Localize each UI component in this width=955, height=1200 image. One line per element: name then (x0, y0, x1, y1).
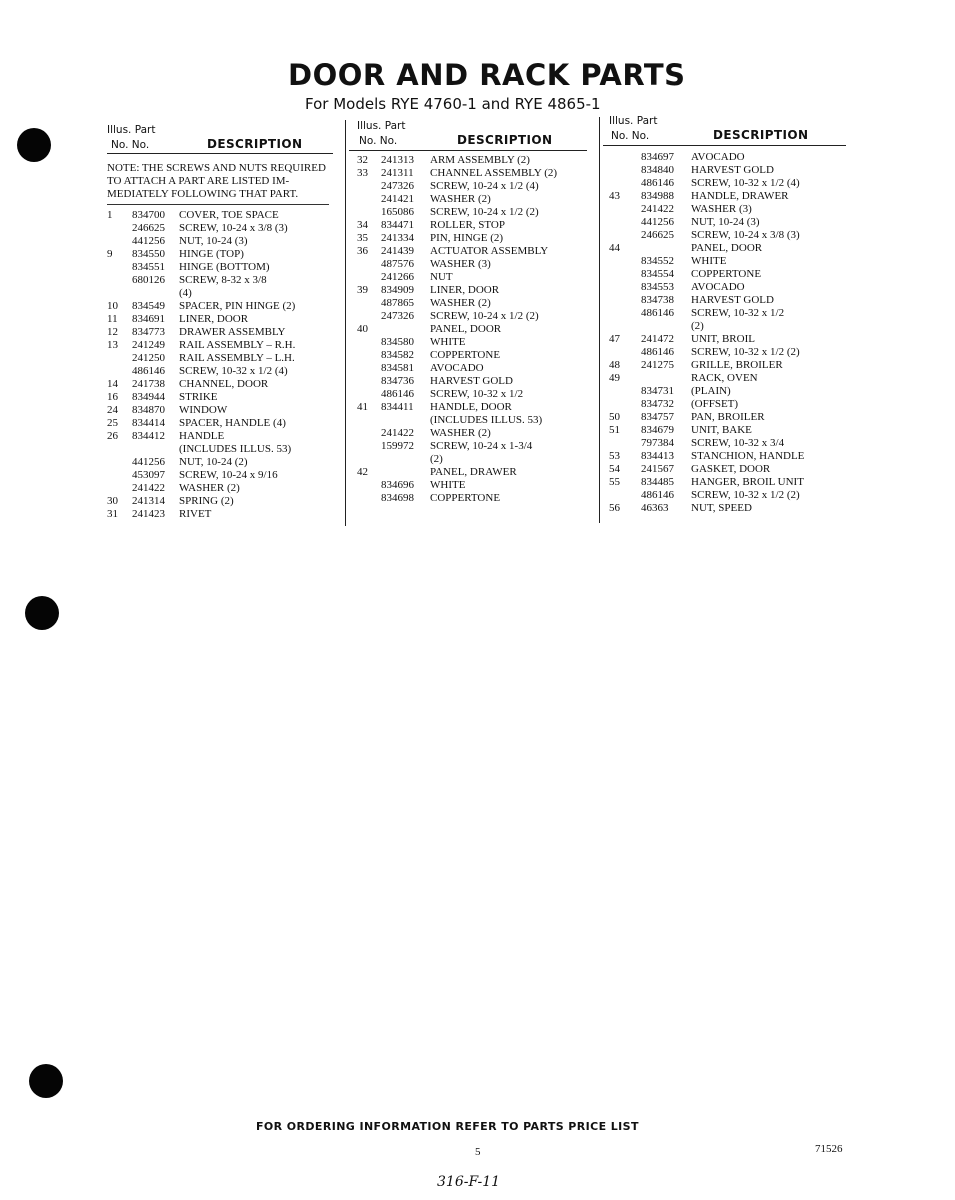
part-description: SCREW, 10-32 x 1/2 (4) (691, 177, 800, 189)
part-number: 486146 (132, 365, 165, 377)
part-description: HINGE (BOTTOM) (179, 261, 270, 273)
header-description: DESCRIPTION (207, 137, 303, 151)
part-description: (INCLUDES ILLUS. 53) (430, 414, 543, 426)
part-description: SCREW, 10-32 x 3/4 (691, 437, 785, 449)
part-number: 834552 (641, 255, 674, 267)
parts-column-3 (609, 115, 849, 525)
part-number: 241567 (641, 463, 674, 475)
part-description: AVOCADO (430, 362, 484, 374)
part-description: PIN, HINGE (2) (430, 232, 504, 244)
part-description: RIVET (179, 508, 212, 520)
part-description: SCREW, 10-32 x 1/2 (691, 307, 785, 319)
part-number: 246625 (641, 229, 674, 241)
illus-number: 44 (609, 242, 620, 254)
illus-number: 34 (357, 219, 368, 231)
part-description: WHITE (691, 255, 727, 267)
header-illus-part: Illus. Part (609, 115, 658, 127)
header-no-no: No. No. (111, 139, 150, 151)
part-number: 834582 (381, 349, 414, 361)
part-description: NUT, 10-24 (2) (179, 456, 248, 468)
part-description: WASHER (3) (430, 258, 491, 270)
part-description: AVOCADO (691, 281, 745, 293)
part-number: 834738 (641, 294, 674, 306)
punch-hole-bottom (29, 1064, 63, 1098)
part-number: 834732 (641, 398, 674, 410)
part-number: 441256 (132, 456, 165, 468)
part-description: (2) (691, 320, 704, 332)
part-description: WASHER (2) (430, 427, 491, 439)
illus-number: 30 (107, 495, 118, 507)
header-illus-part: Illus. Part (107, 124, 156, 136)
part-description: (4) (179, 287, 192, 299)
part-description: WHITE (430, 336, 466, 348)
part-description: COVER, TOE SPACE (179, 209, 279, 221)
illus-number: 25 (107, 417, 118, 429)
part-number: 834471 (381, 219, 414, 231)
part-description: PANEL, DRAWER (430, 466, 517, 478)
header-description: DESCRIPTION (713, 128, 809, 142)
part-description: CHANNEL, DOOR (179, 378, 269, 390)
illus-number: 48 (609, 359, 620, 371)
illus-number: 35 (357, 232, 368, 244)
illus-number: 10 (107, 300, 118, 312)
illus-number: 11 (107, 313, 118, 325)
illus-number: 51 (609, 424, 620, 436)
part-number: 834736 (381, 375, 414, 387)
part-number: 241275 (641, 359, 674, 371)
part-number: 241738 (132, 378, 165, 390)
part-number: 834485 (641, 476, 674, 488)
part-description: (OFFSET) (691, 398, 739, 410)
part-description: WASHER (2) (430, 297, 491, 309)
part-description: STANCHION, HANDLE (691, 450, 805, 462)
part-description: HANDLE (179, 430, 225, 442)
part-description: WASHER (2) (179, 482, 240, 494)
header-rule (107, 153, 333, 154)
illus-number: 50 (609, 411, 620, 423)
parts-column-2 (357, 120, 593, 520)
illus-number: 43 (609, 190, 620, 202)
part-number: 486146 (641, 489, 674, 501)
part-description: STRIKE (179, 391, 218, 403)
part-description: NUT, 10-24 (3) (179, 235, 248, 247)
part-description: WASHER (2) (430, 193, 491, 205)
part-number: 486146 (641, 177, 674, 189)
part-number: 441256 (132, 235, 165, 247)
part-number: 834909 (381, 284, 414, 296)
punch-hole-middle (25, 596, 59, 630)
illus-number: 55 (609, 476, 620, 488)
part-description: SCREW, 10-32 x 1/2 (4) (179, 365, 288, 377)
note-rule (107, 204, 329, 205)
part-description: UNIT, BAKE (691, 424, 752, 436)
part-number: 241439 (381, 245, 414, 257)
illus-number: 31 (107, 508, 118, 520)
part-description: (2) (430, 453, 443, 465)
part-description: COPPERTONE (430, 349, 501, 361)
part-description: RACK, OVEN (691, 372, 758, 384)
part-description: HARVEST GOLD (691, 294, 774, 306)
ordering-info-footer: FOR ORDERING INFORMATION REFER TO PARTS PRICE LIST (256, 1120, 639, 1133)
part-number: 834696 (381, 479, 414, 491)
part-number: 241422 (132, 482, 165, 494)
part-description: HARVEST GOLD (691, 164, 774, 176)
part-number: 441256 (641, 216, 674, 228)
part-description: LINER, DOOR (179, 313, 249, 325)
screws-note: NOTE: THE SCREWS AND NUTS REQUIRED TO ATTACH A PART ARE LISTED IM-MEDIATELY FOLLOWING THAT PART. (107, 162, 326, 200)
illus-number: 41 (357, 401, 368, 413)
header-illus-part: Illus. Part (357, 120, 406, 132)
part-number: 241472 (641, 333, 674, 345)
part-description: WINDOW (179, 404, 228, 416)
part-number: 834549 (132, 300, 165, 312)
part-number: 247326 (381, 180, 414, 192)
part-number: 159972 (381, 440, 414, 452)
part-number: 834988 (641, 190, 674, 202)
part-number: 486146 (641, 307, 674, 319)
part-number: 487865 (381, 297, 414, 309)
part-description: PANEL, DOOR (691, 242, 763, 254)
part-description: HANDLE, DRAWER (691, 190, 789, 202)
part-description: SCREW, 10-24 x 1/2 (2) (430, 310, 539, 322)
part-number: 46363 (641, 502, 669, 514)
part-description: PAN, BROILER (691, 411, 765, 423)
part-description: SCREW, 10-24 x 3/8 (3) (691, 229, 800, 241)
part-description: LINER, DOOR (430, 284, 500, 296)
header-rule (349, 150, 587, 151)
column-divider-2 (599, 117, 600, 523)
part-description: NUT (430, 271, 453, 283)
part-description: SCREW, 8-32 x 3/8 (179, 274, 267, 286)
part-number: 834700 (132, 209, 165, 221)
part-description: WASHER (3) (691, 203, 752, 215)
illus-number: 36 (357, 245, 368, 257)
part-description: SCREW, 10-24 x 9/16 (179, 469, 278, 481)
part-description: NUT, SPEED (691, 502, 752, 514)
part-number: 834944 (132, 391, 165, 403)
part-number: 834551 (132, 261, 165, 273)
part-description: HARVEST GOLD (430, 375, 513, 387)
page-number: 5 (475, 1146, 481, 1158)
part-number: 834580 (381, 336, 414, 348)
part-number: 241422 (641, 203, 674, 215)
part-number: 834697 (641, 151, 674, 163)
illus-number: 54 (609, 463, 620, 475)
illus-number: 1 (107, 209, 113, 221)
illus-number: 26 (107, 430, 118, 442)
part-number: 834757 (641, 411, 674, 423)
part-number: 834411 (381, 401, 414, 413)
part-number: 834550 (132, 248, 165, 260)
part-number: 834698 (381, 492, 414, 504)
document-number: 71526 (815, 1143, 843, 1155)
part-description: (INCLUDES ILLUS. 53) (179, 443, 292, 455)
illus-number: 39 (357, 284, 368, 296)
part-number: 241250 (132, 352, 165, 364)
part-description: HANGER, BROIL UNIT (691, 476, 804, 488)
part-number: 834554 (641, 268, 674, 280)
part-description: DRAWER ASSEMBLY (179, 326, 286, 338)
part-description: SCREW, 10-32 x 1/2 (2) (691, 489, 800, 501)
part-number: 834413 (641, 450, 674, 462)
part-description: SCREW, 10-24 x 1/2 (4) (430, 180, 539, 192)
illus-number: 49 (609, 372, 620, 384)
part-description: HINGE (TOP) (179, 248, 244, 260)
header-no-no: No. No. (359, 135, 398, 147)
part-description: SCREW, 10-24 x 1/2 (2) (430, 206, 539, 218)
part-number: 487576 (381, 258, 414, 270)
part-number: 834414 (132, 417, 165, 429)
part-description: RAIL ASSEMBLY – R.H. (179, 339, 296, 351)
illus-number: 24 (107, 404, 118, 416)
illus-number: 53 (609, 450, 620, 462)
part-number: 834412 (132, 430, 165, 442)
part-number: 797384 (641, 437, 674, 449)
illus-number: 16 (107, 391, 118, 403)
part-number: 680126 (132, 274, 165, 286)
part-description: PANEL, DOOR (430, 323, 502, 335)
parts-column-1 (107, 124, 339, 534)
part-number: 247326 (381, 310, 414, 322)
part-description: AVOCADO (691, 151, 745, 163)
part-description: ACTUATOR ASSEMBLY (430, 245, 549, 257)
page-title: DOOR AND RACK PARTS (288, 58, 686, 92)
illus-number: 9 (107, 248, 113, 260)
illus-number: 13 (107, 339, 118, 351)
part-number: 241314 (132, 495, 165, 507)
part-description: SPACER, HANDLE (4) (179, 417, 286, 429)
part-description: RAIL ASSEMBLY – L.H. (179, 352, 295, 364)
part-description: (PLAIN) (691, 385, 731, 397)
part-number: 241249 (132, 339, 165, 351)
illus-number: 42 (357, 466, 368, 478)
part-number: 834553 (641, 281, 674, 293)
part-description: SCREW, 10-24 x 3/8 (3) (179, 222, 288, 234)
part-number: 834581 (381, 362, 414, 374)
part-description: SCREW, 10-32 x 1/2 (430, 388, 524, 400)
part-description: WHITE (430, 479, 466, 491)
part-description: COPPERTONE (691, 268, 762, 280)
part-description: SPACER, PIN HINGE (2) (179, 300, 296, 312)
part-description: UNIT, BROIL (691, 333, 755, 345)
part-number: 834773 (132, 326, 165, 338)
header-rule (603, 145, 846, 146)
part-number: 241421 (381, 193, 414, 205)
part-number: 165086 (381, 206, 414, 218)
illus-number: 33 (357, 167, 368, 179)
part-number: 486146 (381, 388, 414, 400)
part-description: COPPERTONE (430, 492, 501, 504)
part-description: CHANNEL ASSEMBLY (2) (430, 167, 558, 179)
illus-number: 56 (609, 502, 620, 514)
column-divider-1 (345, 120, 346, 526)
part-description: SCREW, 10-32 x 1/2 (2) (691, 346, 800, 358)
part-number: 834840 (641, 164, 674, 176)
part-number: 241313 (381, 154, 414, 166)
illus-number: 14 (107, 378, 118, 390)
header-no-no: No. No. (611, 130, 650, 142)
illus-number: 12 (107, 326, 118, 338)
part-description: HANDLE, DOOR (430, 401, 512, 413)
header-description: DESCRIPTION (457, 133, 553, 147)
page-subtitle: For Models RYE 4760-1 and RYE 4865-1 (305, 95, 601, 113)
part-number: 453097 (132, 469, 165, 481)
part-description: GRILLE, BROILER (691, 359, 783, 371)
part-number: 834731 (641, 385, 674, 397)
handwritten-code: 316-F-11 (437, 1174, 501, 1190)
part-description: NUT, 10-24 (3) (691, 216, 760, 228)
illus-number: 47 (609, 333, 620, 345)
part-number: 241311 (381, 167, 414, 179)
part-number: 241334 (381, 232, 414, 244)
part-number: 834691 (132, 313, 165, 325)
illus-number: 32 (357, 154, 368, 166)
part-number: 486146 (641, 346, 674, 358)
punch-hole-top (17, 128, 51, 162)
illus-number: 40 (357, 323, 368, 335)
part-description: ROLLER, STOP (430, 219, 505, 231)
part-number: 834870 (132, 404, 165, 416)
part-number: 241423 (132, 508, 165, 520)
part-number: 241422 (381, 427, 414, 439)
part-description: SPRING (2) (179, 495, 234, 507)
part-description: SCREW, 10-24 x 1-3/4 (430, 440, 533, 452)
part-description: ARM ASSEMBLY (2) (430, 154, 530, 166)
part-number: 241266 (381, 271, 414, 283)
part-number: 246625 (132, 222, 165, 234)
part-number: 834679 (641, 424, 674, 436)
part-description: GASKET, DOOR (691, 463, 771, 475)
